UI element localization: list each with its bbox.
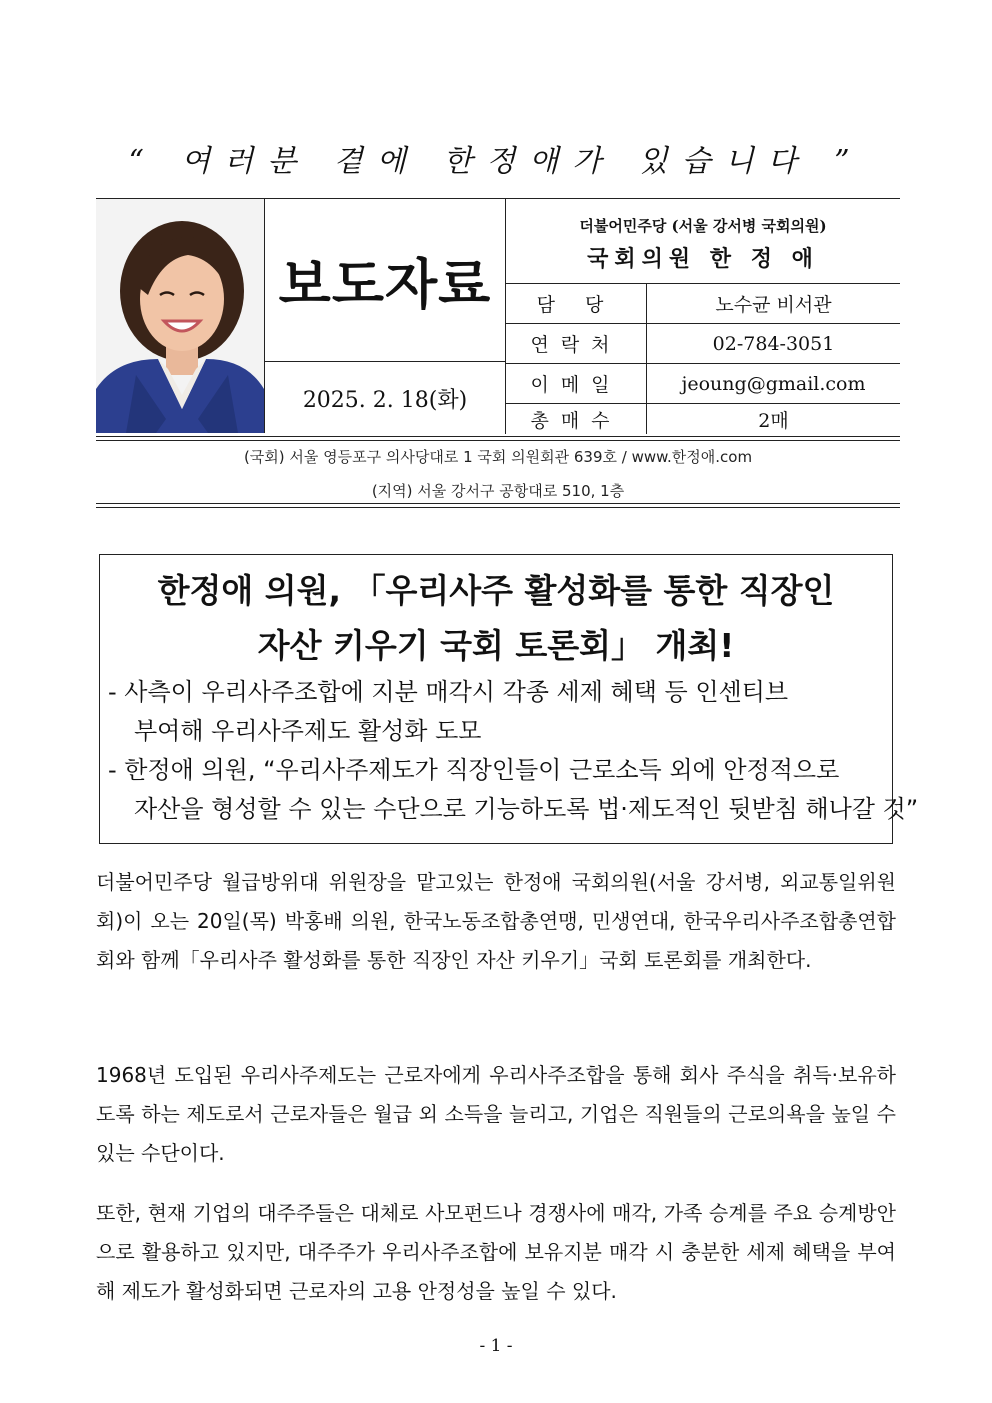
rule-divider bbox=[96, 507, 900, 508]
contact-key: 이메일 bbox=[506, 364, 647, 403]
press-header bbox=[96, 198, 900, 435]
headline-line: 자산 키우기 국회 토론회」 개최! bbox=[257, 626, 735, 665]
party-affiliation: 더불어민주당 (서울 강서병 국회의원) bbox=[579, 217, 827, 235]
organization-block bbox=[506, 199, 900, 284]
rule-divider bbox=[96, 436, 900, 437]
contact-key: 총매수 bbox=[506, 404, 647, 434]
contact-value: 02-784-3051 bbox=[712, 332, 835, 355]
press-release-title: 보도자료 bbox=[278, 252, 492, 316]
subheadline-line: 자산을 형성할 수 있는 수단으로 기능하도록 법·제도적인 뒷받침 해나갈 것” bbox=[134, 795, 919, 823]
contact-row bbox=[506, 404, 900, 434]
rule-divider bbox=[96, 503, 900, 504]
contact-row bbox=[506, 364, 900, 404]
press-release-title-cell bbox=[265, 199, 506, 362]
body-paragraph: 또한, 현재 기업의 대주주들은 대체로 사모펀드나 경쟁사에 매각, 가족 승계를 주요 승계방안으로 활용하고 있지만, 대주주가 우리사주조합에 보유지분 매각 시 충분한 세제 혜택을 부여해 제도가 활성화되면 근로자의 고용 안정성을 높일 수 있다. bbox=[96, 1201, 896, 1303]
subheadline-list bbox=[100, 673, 919, 829]
contact-key: 연락처 bbox=[506, 324, 647, 363]
contact-value: jeoung@gmail.com bbox=[681, 372, 866, 395]
subheadline-line: 부여해 우리사주제도 활성화 도모 bbox=[134, 717, 482, 745]
body-paragraph: 더불어민주당 월급방위대 위원장을 맡고있는 한정애 국회의원(서울 강서병, 외교통일위원회)이 오는 20일(목) 박홍배 의원, 한국노동조합총연맹, 민생연대, 한국우리사주조합총연합회와 함께「우리사주 활성화를 통한 직장인 자산 키우기」국회 토론회를 개최한다. bbox=[96, 870, 896, 972]
assembly-address: (국회) 서울 영등포구 의사당대로 1 국회 의원회관 639호 / www.한정애.com bbox=[243, 448, 753, 466]
portrait-photo bbox=[96, 199, 265, 433]
headline-box bbox=[99, 554, 919, 844]
subheadline-line: - 한정애 의원, “우리사주제도가 직장인들이 근로소득 외에 안정적으로 bbox=[108, 756, 840, 784]
contact-table bbox=[506, 284, 900, 434]
rule-divider bbox=[96, 440, 900, 441]
release-date: 2025. 2. 18(화) bbox=[265, 362, 506, 434]
contact-value: 노수균 비서관 bbox=[715, 294, 832, 316]
headline-line: 한정애 의원, 「우리사주 활성화를 통한 직장인 bbox=[157, 571, 835, 610]
contact-row bbox=[506, 284, 900, 324]
body-paragraph: 1968년 도입된 우리사주제도는 근로자에게 우리사주조합을 통해 회사 주식을 취득·보유하도록 하는 제도로서 근로자들은 월급 외 소득을 늘리고, 기업은 직원들의 근로의욕을 높일 수 있는 수단이다. bbox=[96, 1063, 896, 1165]
member-name: 국회의원 한 정 애 bbox=[587, 246, 819, 272]
contact-key: 담 당 bbox=[506, 284, 647, 323]
contact-row bbox=[506, 324, 900, 364]
page-number: - 1 - bbox=[479, 1336, 513, 1356]
slogan: “ 여러분 곁에 한정애가 있습니다 ” bbox=[128, 144, 864, 179]
subheadline-line: - 사측이 우리사주조합에 지분 매각시 각종 세제 혜택 등 인센티브 bbox=[108, 678, 789, 706]
local-address: (지역) 서울 강서구 공항대로 510, 1층 bbox=[371, 482, 625, 500]
contact-value: 2매 bbox=[758, 409, 789, 432]
